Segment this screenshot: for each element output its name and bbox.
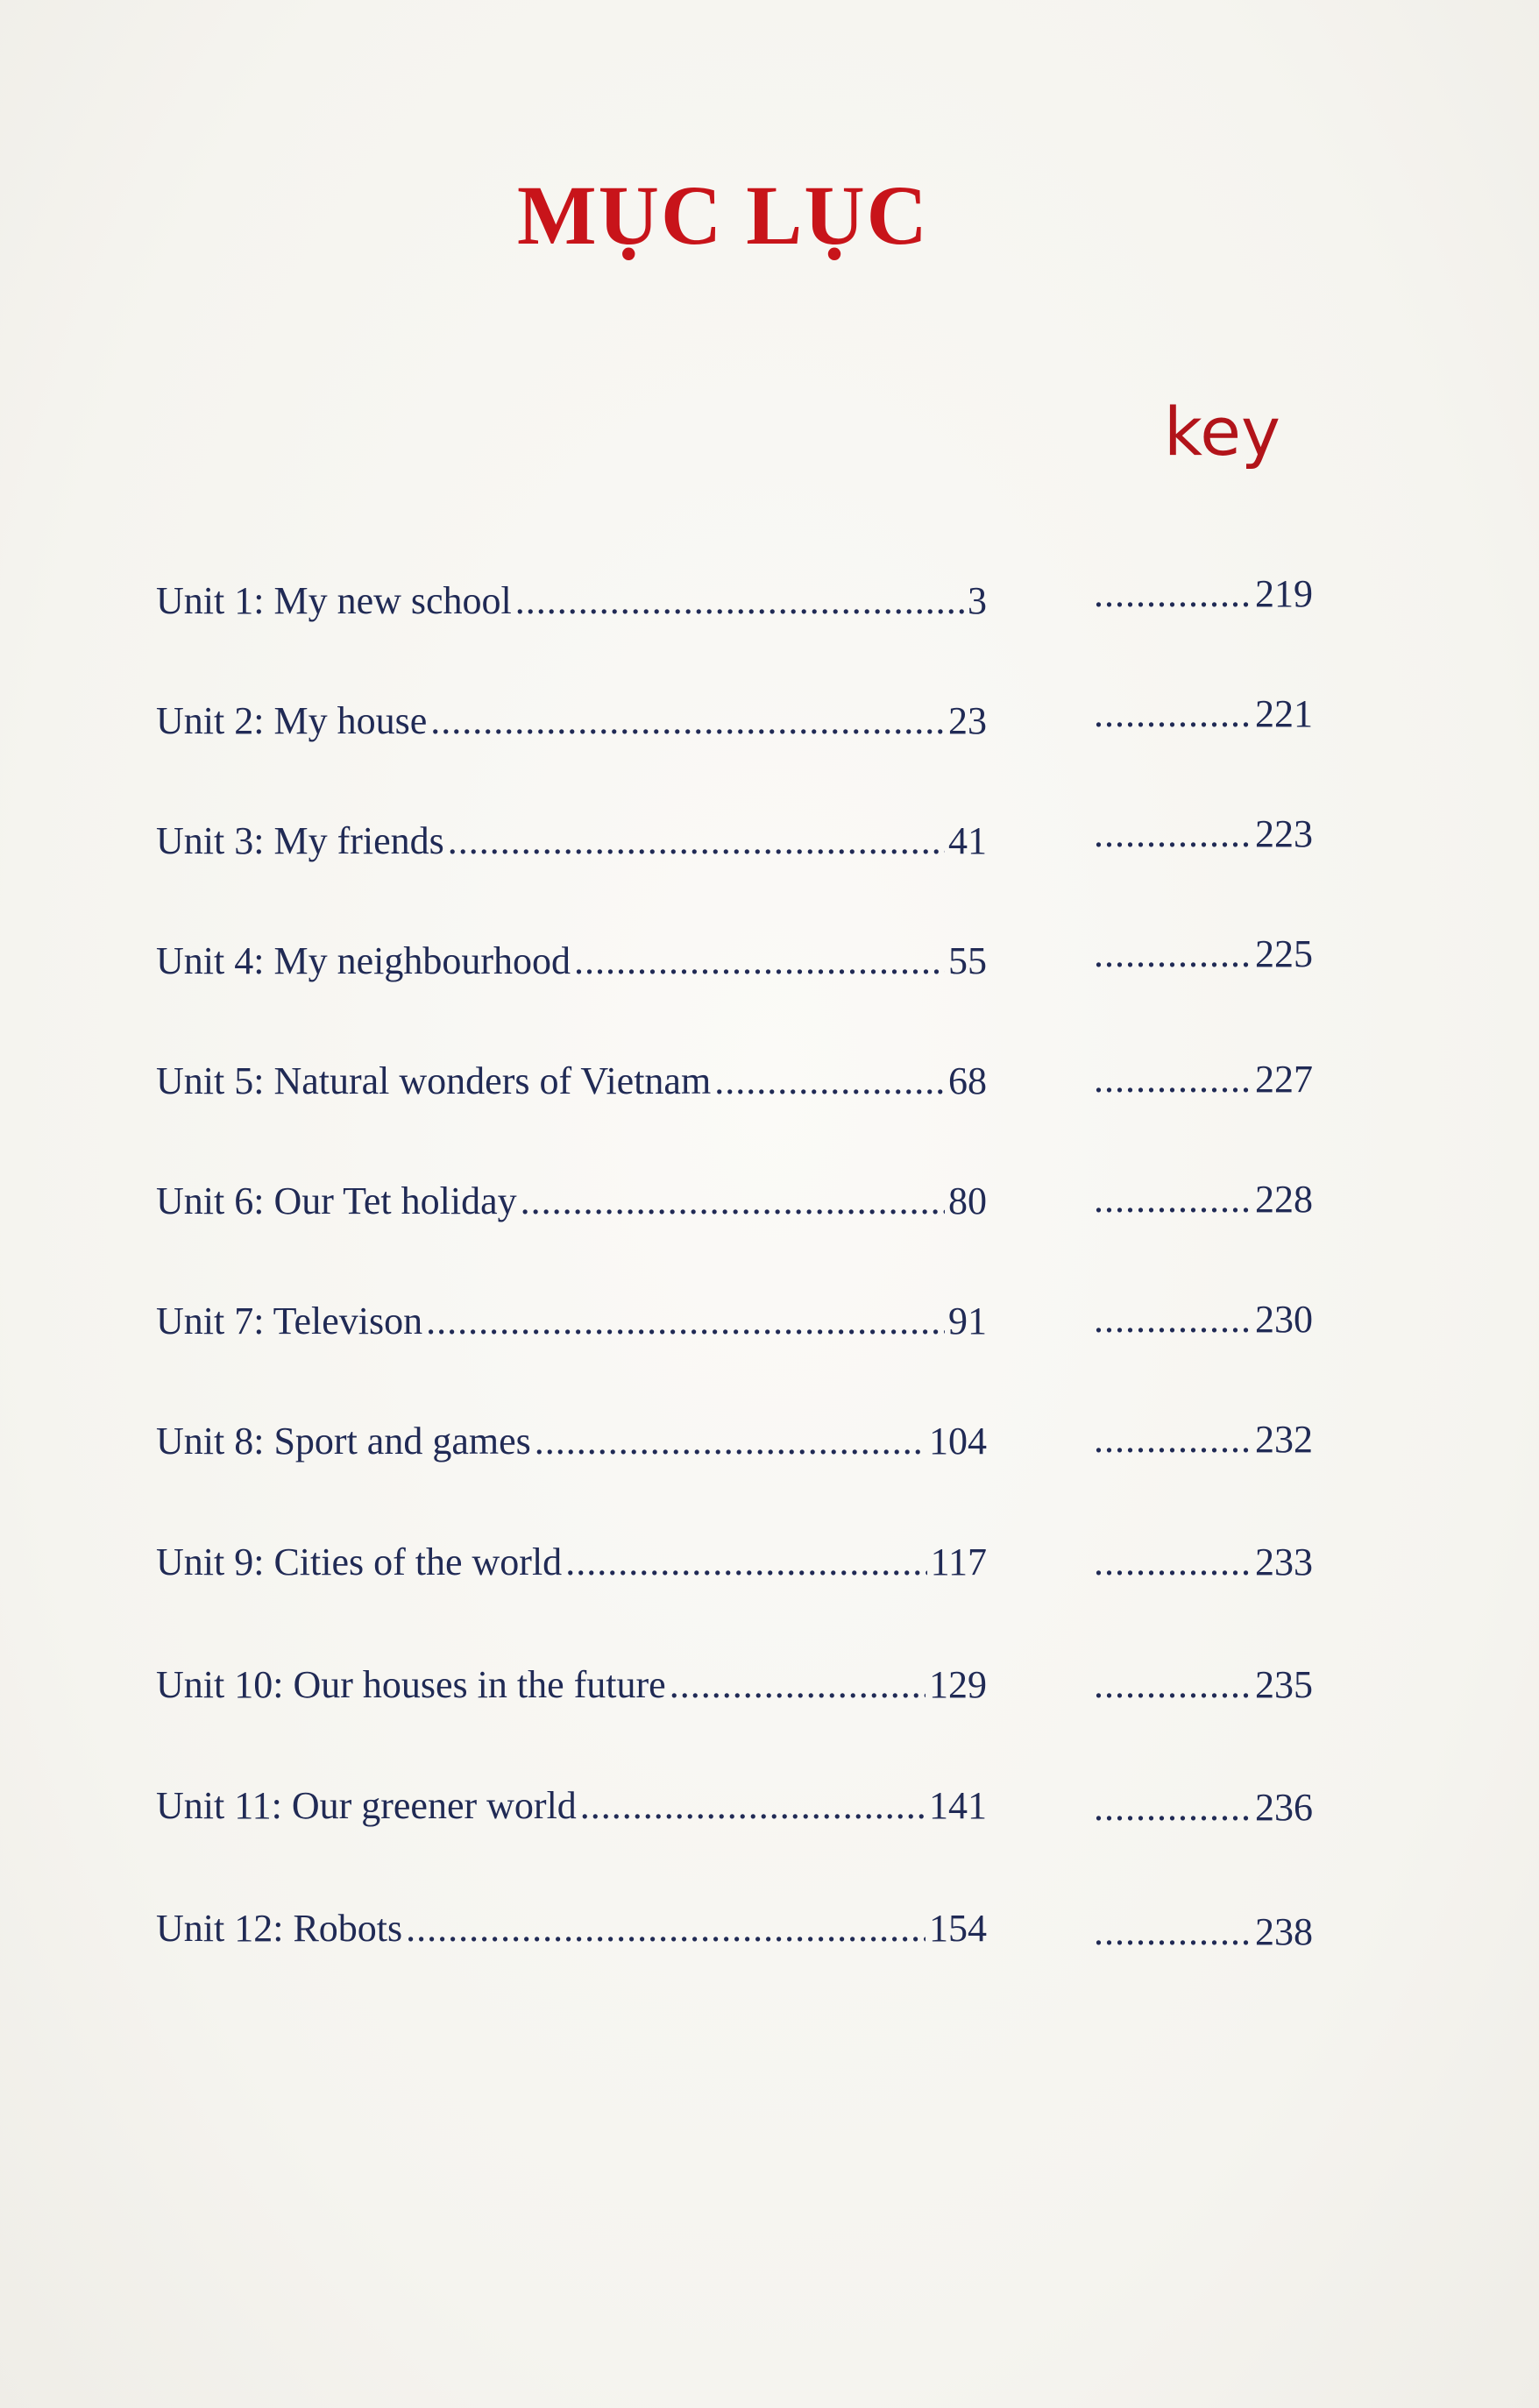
toc-entry <box>156 578 987 623</box>
dot-leader <box>1094 1057 1250 1101</box>
toc-row <box>0 1179 1539 1249</box>
toc-row <box>0 1906 1539 1976</box>
toc-entry <box>156 1179 987 1223</box>
toc-entry-label: Unit 7: Televison <box>156 1300 423 1342</box>
dot-leader <box>1094 1297 1250 1342</box>
dot-leader <box>1094 571 1250 616</box>
toc-entry-page: 141 <box>929 1784 987 1827</box>
toc-entry-page: 154 <box>929 1907 987 1950</box>
key-entry <box>1094 571 1313 616</box>
toc-entry-page: 23 <box>948 699 987 742</box>
key-entry <box>1094 811 1313 856</box>
dot-leader <box>1094 811 1250 856</box>
key-entry-page: 223 <box>1255 812 1313 855</box>
toc-entry-page: 55 <box>948 939 987 982</box>
dot-leader <box>1094 1662 1250 1707</box>
toc-entry-label: Unit 1: My new school <box>156 579 512 622</box>
toc-row <box>0 1662 1539 1732</box>
dot-leader <box>426 1299 945 1343</box>
toc-entry-label: Unit 10: Our houses in the future <box>156 1663 666 1706</box>
toc-entry-label: Unit 3: My friends <box>156 819 444 862</box>
toc-entry-label: Unit 9: Cities of the world <box>156 1540 563 1583</box>
dot-leader <box>1094 1785 1250 1830</box>
dot-leader <box>430 698 945 743</box>
toc-row <box>0 1540 1539 1610</box>
key-entry-page: 238 <box>1255 1910 1313 1953</box>
toc-entry-label: Unit 12: Robots <box>156 1907 403 1950</box>
key-entry <box>1094 1540 1313 1584</box>
dot-leader <box>521 1179 945 1223</box>
toc-entry-page: 117 <box>930 1540 987 1583</box>
toc-entry-label: Unit 5: Natural wonders of Vietnam <box>156 1059 712 1102</box>
dot-leader <box>1094 931 1250 976</box>
toc-row <box>0 932 1539 1009</box>
answer-key-label: key <box>1164 393 1281 471</box>
dot-leader <box>670 1662 926 1707</box>
key-entry-page: 232 <box>1255 1418 1313 1461</box>
toc-entry <box>156 1662 987 1707</box>
key-entry <box>1094 931 1313 976</box>
toc-entry-page: 3 <box>968 579 987 622</box>
toc-entry-page: 104 <box>929 1420 987 1463</box>
toc-row <box>0 572 1539 648</box>
key-entry-page: 221 <box>1255 692 1313 735</box>
toc-entry-page: 41 <box>948 819 987 862</box>
toc-entry <box>156 1419 987 1463</box>
toc-entry <box>156 698 987 743</box>
key-entry-page: 228 <box>1255 1178 1313 1221</box>
dot-leader <box>448 818 945 863</box>
toc-entry <box>156 938 987 983</box>
toc-row <box>0 692 1539 768</box>
dot-leader <box>1094 691 1250 736</box>
toc-entry-label: Unit 6: Our Tet holiday <box>156 1179 517 1222</box>
dot-leader <box>1094 1909 1250 1954</box>
key-entry-page: 235 <box>1255 1663 1313 1706</box>
dot-leader <box>580 1783 926 1828</box>
page-title: MỤC LỤC <box>517 168 929 262</box>
key-entry-page: 233 <box>1255 1540 1313 1583</box>
key-entry <box>1094 1177 1313 1222</box>
toc-entry-label: Unit 4: My neighbourhood <box>156 939 571 982</box>
dot-leader <box>535 1419 926 1463</box>
dot-leader <box>565 1540 926 1584</box>
toc-row <box>0 812 1539 889</box>
toc-entry-page: 68 <box>948 1059 987 1102</box>
toc-entry <box>156 818 987 863</box>
key-entry-page: 230 <box>1255 1298 1313 1341</box>
key-entry <box>1094 1297 1313 1342</box>
toc-entry-page: 129 <box>929 1663 987 1706</box>
toc-entry-page: 80 <box>948 1179 987 1222</box>
toc-entry <box>156 1059 987 1103</box>
key-entry <box>1094 1057 1313 1101</box>
key-entry <box>1094 1662 1313 1707</box>
dot-leader <box>515 578 964 623</box>
toc-entry <box>156 1299 987 1343</box>
toc-row <box>0 1299 1539 1369</box>
toc-entry-label: Unit 11: Our greener world <box>156 1784 577 1827</box>
toc-row <box>0 1059 1539 1129</box>
dot-leader <box>1094 1177 1250 1222</box>
toc-row <box>0 1419 1539 1489</box>
dot-leader <box>1094 1417 1250 1462</box>
key-entry-page: 219 <box>1255 572 1313 615</box>
dot-leader <box>406 1906 926 1951</box>
dot-leader <box>574 938 945 983</box>
toc-entry-page: 91 <box>948 1300 987 1342</box>
key-entry <box>1094 1785 1313 1830</box>
key-entry-page: 225 <box>1255 932 1313 975</box>
toc-entry <box>156 1540 987 1584</box>
toc-row <box>0 1783 1539 1853</box>
dot-leader <box>714 1059 945 1103</box>
toc-entry-label: Unit 8: Sport and games <box>156 1420 531 1463</box>
toc-entry-label: Unit 2: My house <box>156 699 428 742</box>
toc-entry <box>156 1906 987 1951</box>
key-entry-page: 227 <box>1255 1058 1313 1101</box>
toc-entry <box>156 1783 987 1828</box>
key-entry <box>1094 1909 1313 1954</box>
key-entry <box>1094 691 1313 736</box>
dot-leader <box>1094 1540 1250 1584</box>
key-entry-page: 236 <box>1255 1786 1313 1829</box>
key-entry <box>1094 1417 1313 1462</box>
